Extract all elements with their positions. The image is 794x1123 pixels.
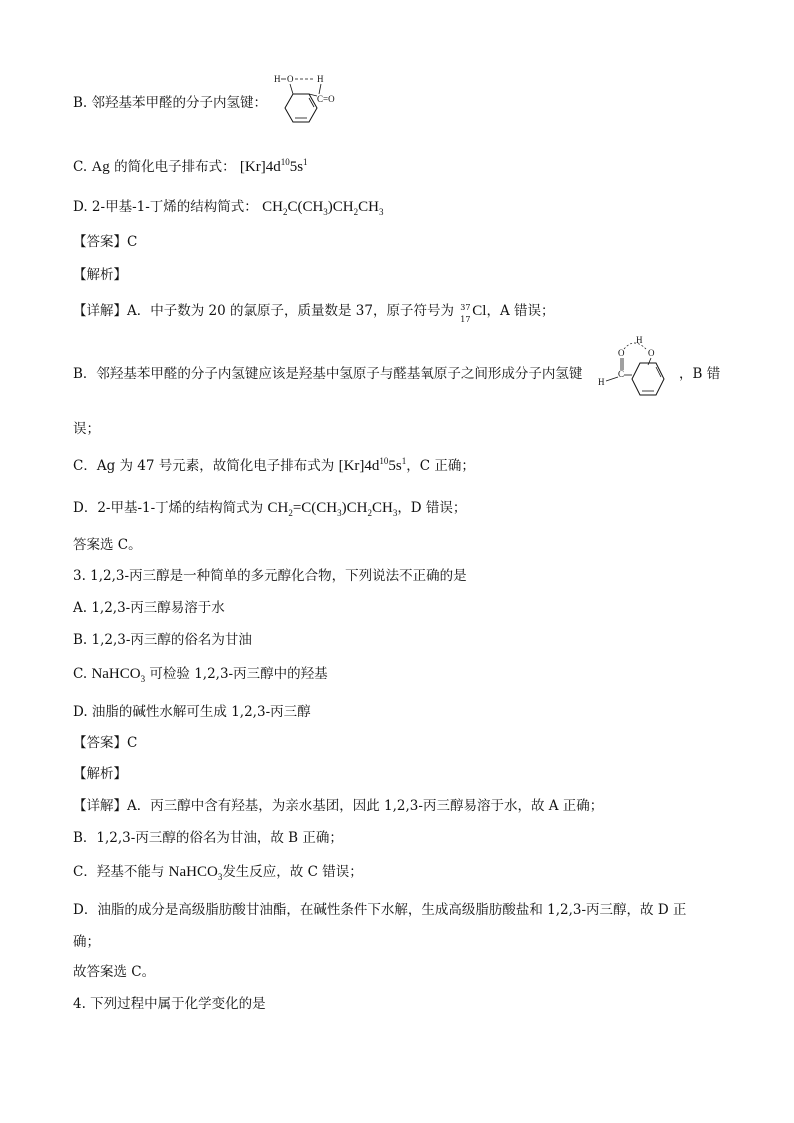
q2-option-c-formula: $[Kr]4d^{10}5s^1$ (239, 157, 308, 175)
q3-detail-c-text: C．羟基不能与 (73, 864, 165, 880)
q2-option-d-formula: $CH_2C(CH_3)CH_2CH_3$ (262, 199, 384, 217)
q2-option-c-ag: Ag (91, 159, 110, 175)
q2-detail-c (73, 457, 475, 475)
q3-detail-c-formula-main: NaHCO (168, 864, 218, 880)
q2-detail-c-text: C．Ag 为 47 号元素，故简化电子排布式为 (73, 458, 335, 474)
q3-detail-label: 【详解】 (73, 798, 127, 814)
q3-option-b: B. 1,2,3-丙三醇的俗名为甘油 (73, 632, 252, 648)
q2-detail-d-text: D．2-甲基-1-丁烯的结构简式为 (73, 500, 264, 516)
q3-detail-b: B．1,2,3-丙三醇的俗名为甘油，故 B 正确； (73, 830, 343, 846)
q2-option-b-text: B. 邻羟基苯甲醛的分子内氢键： (73, 95, 268, 111)
mol1-h-label: H (274, 74, 281, 84)
q2-detail-d-tail: ，D 错误； (397, 500, 467, 516)
q2-detail-c-config-main: [Kr]4d (338, 458, 380, 474)
q3-option-c (73, 665, 328, 683)
q2-detail-c-formula: $[Kr]4d^{10}5s^1$ (338, 456, 407, 474)
q2-detail-a (73, 302, 555, 324)
q2-answer (73, 233, 137, 251)
q3-option-c-label: C. (73, 666, 88, 682)
q3-option-d: D. 油脂的碱性水解可生成 1,2,3-丙三醇 (73, 704, 311, 720)
q3-option-a: A. 1,2,3-丙三醇易溶于水 (73, 600, 225, 616)
q2-detail-d (73, 499, 466, 517)
q3-answer-value: C (127, 735, 138, 751)
isotope-mass-number: 37 (460, 302, 471, 312)
q3-conclusion: 故答案选 C。 (73, 964, 156, 980)
mol1-ceqo-label: C=O (317, 94, 335, 104)
q2-answer-value: C (127, 234, 138, 250)
q2-answer-label: 【答案】 (73, 234, 127, 250)
q2-detail-a-tail: ，A 错误； (486, 303, 555, 319)
q2-option-b (73, 94, 267, 112)
benzene-ring-structure-2 (594, 333, 680, 413)
q3-detail-c (73, 863, 363, 881)
salicylaldehyde-wrong-structure (271, 72, 357, 134)
q2-detail-label: 【详解】 (73, 303, 127, 319)
q3-option-c-text: 可检验 1,2,3-丙三醇中的羟基 (149, 666, 328, 682)
q3-option-c-formula-main: NaHCO (91, 666, 141, 682)
q2-option-c-config-main: [Kr]4d (239, 159, 281, 175)
q3-detail-a-text: A．丙三醇中含有羟基，为亲水基团，因此 1,2,3-丙三醇易溶于水，故 A 正确； (127, 798, 604, 814)
benzene-ring-structure-1 (271, 72, 357, 134)
q2-option-c (73, 158, 308, 176)
mol1-h2-label: H (317, 74, 324, 84)
q2-option-c-label: C. (73, 159, 92, 175)
q3-answer-label: 【答案】 (73, 735, 127, 751)
q2-analysis-label: 【解析】 (73, 267, 127, 283)
q2-conclusion: 答案选 C。 (73, 537, 142, 553)
q3-stem: 3. 1,2,3-丙三醇是一种简单的多元醇化合物，下列说法不正确的是 (73, 568, 467, 584)
q3-detail-d-line2: 确； (73, 934, 100, 950)
mol1-o-label: O (287, 74, 294, 84)
q3-analysis-label: 【解析】 (73, 766, 127, 782)
q2-option-d-text: D. 2-甲基-1-丁烯的结构简式： (73, 199, 258, 215)
mol2-o2-label: O (648, 348, 655, 358)
q3-option-c-formula: NaHCO$_3$ (91, 666, 146, 684)
q3-detail-a (73, 797, 603, 815)
isotope-atomic-number: 17 (460, 314, 471, 324)
mol2-o-label: O (618, 348, 625, 358)
q2-detail-c-tail: ，C 正确； (406, 458, 475, 474)
salicylaldehyde-correct-structure (594, 333, 680, 413)
q2-detail-b-wrap: 误； (73, 421, 100, 437)
mol2-c-label: C (618, 369, 625, 379)
q3-answer (73, 734, 137, 752)
q3-detail-c-tail: 发生反应，故 C 错误； (222, 864, 363, 880)
q2-option-d (73, 198, 383, 216)
q2-option-c-text: 的简化电子排布式： (114, 159, 236, 175)
chlorine-isotope-notation (458, 302, 472, 324)
q2-detail-b-text: B．邻羟基苯甲醛的分子内氢键应该是羟基中氢原子与醛基氧原子之间形成分子内氢键 (73, 366, 583, 382)
q3-detail-d-line1: D．油脂的成分是高级脂肪酸甘油酯，在碱性条件下水解，生成高级脂肪酸盐和 1,2,3-丙三醇，故 D 正 (73, 902, 687, 918)
q2-detail-a-text: A．中子数为 20 的氯原子，质量数是 37，原子符号为 (127, 303, 454, 319)
mol2-h-label: H (636, 335, 643, 345)
q2-detail-b-tail: ，B 错 (679, 366, 721, 382)
isotope-symbol: Cl (472, 303, 487, 319)
q2-detail-b (73, 365, 582, 383)
q2-detail-d-formula: $CH_2=C(CH_3)CH_2CH_3$ (267, 500, 398, 518)
q4-stem: 4. 下列过程中属于化学变化的是 (73, 996, 266, 1012)
mol2-h3-label: H (598, 377, 605, 387)
q3-detail-c-formula: NaHCO$_3$ (168, 864, 223, 882)
